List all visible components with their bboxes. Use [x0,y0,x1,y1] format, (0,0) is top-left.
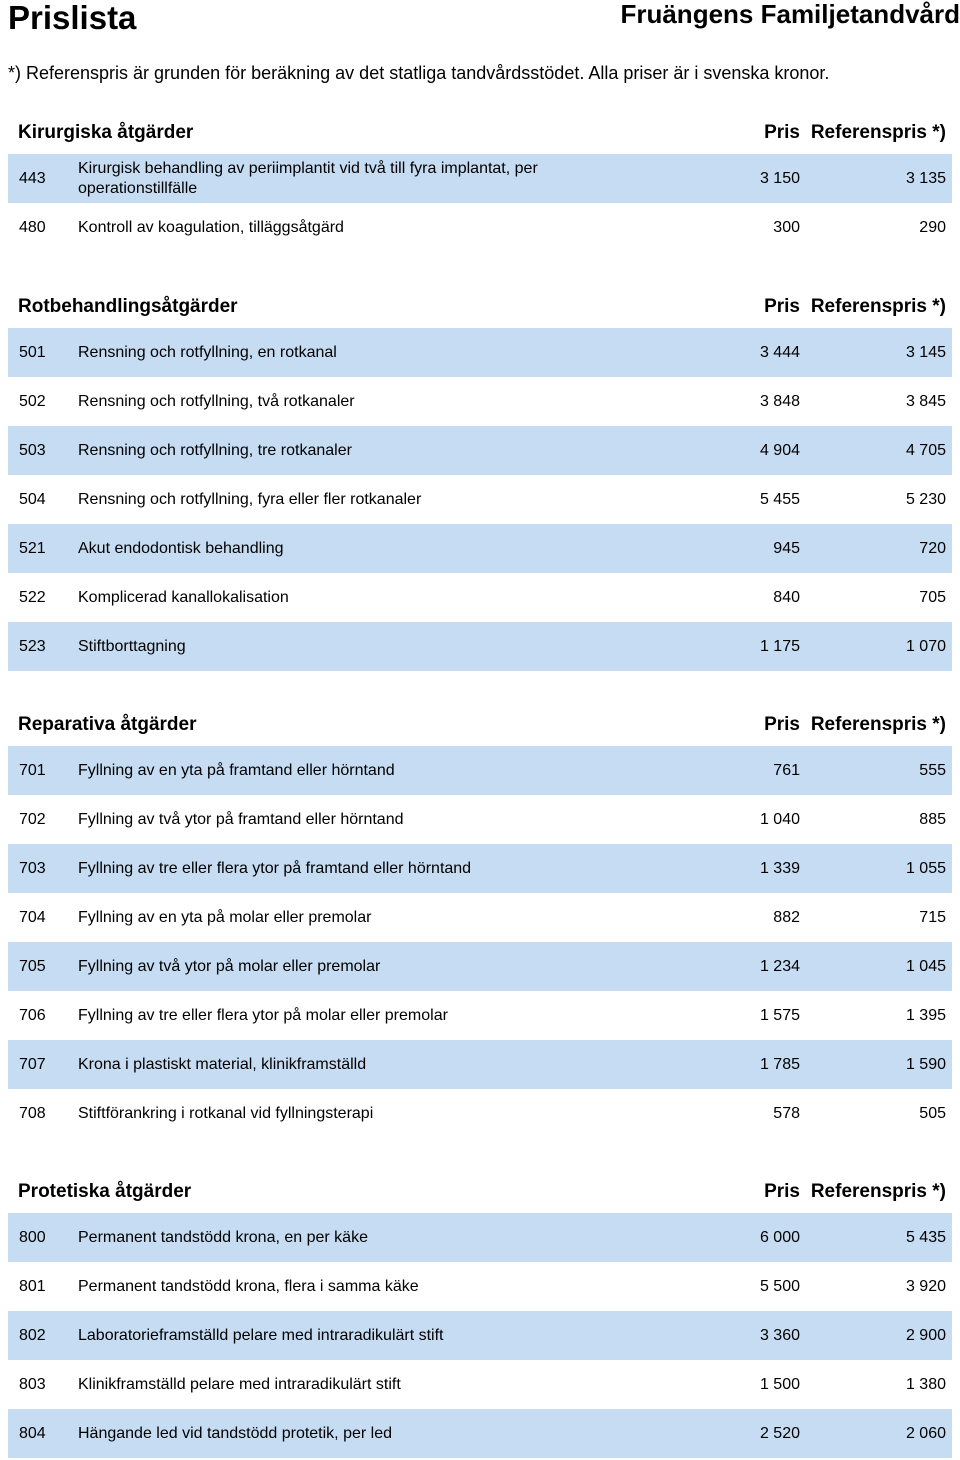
table-row [8,942,952,991]
treatment-code: 708 [19,1104,46,1122]
treatment-code: 701 [19,761,46,779]
table-row [8,1213,952,1262]
table-row [8,746,952,795]
reference-price-value: 3 845 [905,392,946,410]
section-2 [8,702,952,1138]
treatment-description: Fyllning av två ytor på molar eller premolar [78,957,381,975]
price-value: 945 [773,539,800,557]
treatment-description: Klinikframställd pelare med intraradikulärt stift [78,1375,401,1393]
table-row [8,426,952,475]
reference-price-value: 1 070 [905,637,946,655]
reference-price-value: 885 [919,810,946,828]
treatment-description: Rensning och rotfyllning, fyra eller fler rotkanaler [78,490,422,508]
treatment-description: Stiftförankring i rotkanal vid fyllningsterapi [78,1104,374,1122]
reference-note: *) Referenspris är grunden för beräkning av det statliga tandvårdsstödet. Alla priser är i svenska kronor. [8,63,830,83]
table-row [8,991,952,1040]
table-row [8,1089,952,1138]
price-value: 761 [773,761,800,779]
treatment-code: 501 [19,343,46,361]
table-row [8,573,952,622]
section-header [8,1169,952,1213]
section-title: Rotbehandlingsåtgärder [18,296,238,317]
table-row [8,1360,952,1409]
section-title: Reparativa åtgärder [18,714,197,735]
treatment-code: 522 [19,588,46,606]
treatment-description: Rensning och rotfyllning, en rotkanal [78,343,337,361]
price-value: 1 339 [759,859,800,877]
reference-price-value: 1 590 [905,1055,946,1073]
reference-price-column-header: Referenspris *) [810,296,946,317]
price-value: 5 455 [759,490,800,508]
reference-price-value: 5 435 [905,1228,946,1246]
reference-price-value: 2 900 [905,1326,946,1344]
reference-price-value: 290 [919,218,946,236]
treatment-description: Kirurgisk behandling av periimplantit vid två till fyra implantat, per operationstillfälle [78,159,538,197]
price-value: 300 [773,218,800,236]
treatment-description: Fyllning av en yta på molar eller premolar [78,908,372,926]
treatment-code: 707 [19,1055,46,1073]
treatment-description: Stiftborttagning [78,637,186,655]
treatment-description: Fyllning av tre eller flera ytor på framtand eller hörntand [78,859,472,877]
treatment-code: 523 [19,637,46,655]
price-value: 840 [773,588,800,606]
treatment-description: Akut endodontisk behandling [78,539,284,557]
table-row [8,475,952,524]
price-value: 1 040 [759,810,800,828]
reference-price-value: 5 230 [905,490,946,508]
price-value: 3 150 [759,169,800,187]
reference-price-value: 705 [919,588,946,606]
price-column-header: Pris [764,714,800,735]
section-title: Kirurgiska åtgärder [18,122,194,143]
reference-price-column-header: Referenspris *) [810,122,946,143]
treatment-description: Fyllning av en yta på framtand eller hörntand [78,761,395,779]
reference-price-value: 505 [919,1104,946,1122]
table-row [8,154,952,203]
treatment-description: Laboratorieframställd pelare med intraradikulärt stift [78,1326,444,1344]
treatment-code: 804 [19,1424,46,1442]
treatment-description: Permanent tandstödd krona, en per käke [78,1228,368,1246]
table-row [8,1262,952,1311]
treatment-code: 502 [19,392,46,410]
reference-price-value: 4 705 [905,441,946,459]
reference-price-value: 1 380 [905,1375,946,1393]
treatment-description: Fyllning av tre eller flera ytor på molar eller premolar [78,1006,448,1024]
price-value: 578 [773,1104,800,1122]
price-value: 5 500 [759,1277,800,1295]
table-row [8,1040,952,1089]
table-row [8,893,952,942]
reference-price-value: 1 395 [905,1006,946,1024]
page-header [0,0,960,60]
treatment-description: Krona i plastiskt material, klinikframställd [78,1055,367,1073]
table-row [8,377,952,426]
treatment-code: 705 [19,957,46,975]
reference-price-value: 555 [919,761,946,779]
table-row [8,203,952,252]
page-title: Prislista [8,0,137,36]
price-column-header: Pris [764,1181,800,1202]
reference-price-value: 720 [919,539,946,557]
price-column-header: Pris [764,296,800,317]
reference-price-value: 715 [919,908,946,926]
section-title: Protetiska åtgärder [18,1181,192,1202]
section-3 [8,1169,952,1458]
treatment-code: 443 [19,169,46,187]
price-value: 1 575 [759,1006,800,1024]
treatment-code: 801 [19,1277,46,1295]
reference-price-value: 1 045 [905,957,946,975]
section-1 [8,284,952,671]
treatment-code: 503 [19,441,46,459]
price-value: 1 500 [759,1375,800,1393]
treatment-code: 703 [19,859,46,877]
reference-price-value: 3 920 [905,1277,946,1295]
section-0 [8,110,952,252]
price-value: 3 848 [759,392,800,410]
price-value: 3 444 [759,343,800,361]
reference-price-value: 3 135 [905,169,946,187]
reference-price-value: 2 060 [905,1424,946,1442]
treatment-code: 504 [19,490,46,508]
treatment-code: 802 [19,1326,46,1344]
treatment-code: 803 [19,1375,46,1393]
price-value: 1 785 [759,1055,800,1073]
treatment-description: Fyllning av två ytor på framtand eller hörntand [78,810,404,828]
treatment-description: Rensning och rotfyllning, två rotkanaler [78,392,355,410]
price-value: 3 360 [759,1326,800,1344]
treatment-code: 702 [19,810,46,828]
price-value: 882 [773,908,800,926]
reference-price-column-header: Referenspris *) [810,1181,946,1202]
table-row [8,622,952,671]
clinic-name: Fruängens Familjetandvård [620,0,960,29]
table-row [8,795,952,844]
price-value: 1 175 [759,637,800,655]
treatment-code: 706 [19,1006,46,1024]
price-value: 1 234 [759,957,800,975]
treatment-description: Rensning och rotfyllning, tre rotkanaler [78,441,352,459]
table-row [8,1409,952,1458]
reference-price-column-header: Referenspris *) [810,714,946,735]
treatment-code: 800 [19,1228,46,1246]
section-header [8,702,952,746]
section-header [8,284,952,328]
treatment-description: Hängande led vid tandstödd protetik, per led [78,1424,392,1442]
table-row [8,1311,952,1360]
table-row [8,328,952,377]
price-value: 6 000 [759,1228,800,1246]
treatment-description: Kontroll av koagulation, tilläggsåtgärd [78,218,344,236]
treatment-code: 480 [19,218,46,236]
treatment-code: 704 [19,908,46,926]
treatment-code: 521 [19,539,46,557]
treatment-description: Komplicerad kanallokalisation [78,588,289,606]
price-column-header: Pris [764,122,800,143]
table-row [8,524,952,573]
price-value: 2 520 [759,1424,800,1442]
price-value: 4 904 [759,441,800,459]
treatment-description: Permanent tandstödd krona, flera i samma käke [78,1277,419,1295]
table-row [8,844,952,893]
reference-price-value: 3 145 [905,343,946,361]
section-header [8,110,952,154]
reference-price-value: 1 055 [905,859,946,877]
